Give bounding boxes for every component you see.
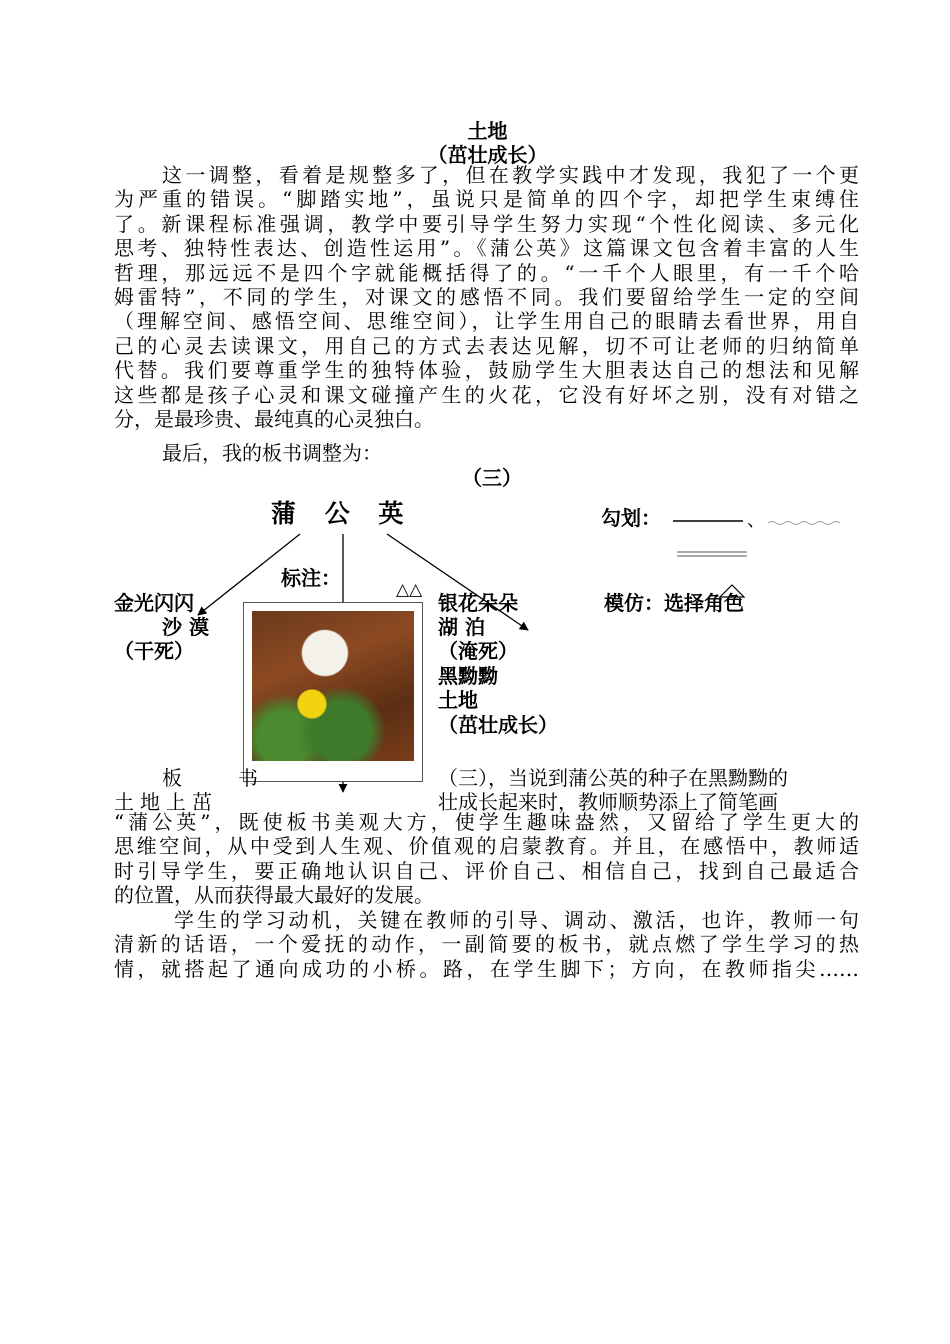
dandelion-image	[252, 611, 414, 761]
text-line: 清新的话语，一个爱抚的动作，一副简要的板书，就点燃了学生学习的热	[114, 932, 859, 957]
text-line: 思维空间，从中受到人生观、价值观的启蒙教育。并且，在感悟中，教师适	[114, 834, 859, 859]
right-line-4: 黑黝黝	[438, 664, 498, 688]
mark-separator: 、	[747, 510, 765, 531]
text-line: 为严重的错误。“脚踏实地”，虽说只是简单的四个字，却把学生束缚住	[114, 187, 859, 212]
text-line: 了。新课程标准强调，教学中要引导学生努力实现“个性化阅读、多元化	[114, 211, 859, 236]
right-line-2: 湖 泊	[438, 615, 485, 639]
text-line: 情，就搭起了通向成功的小桥。路，在学生脚下；方向，在教师指尖……	[114, 956, 859, 981]
text-line: 这一调整，看着是规整多了，但在教学实践中才发现，我犯了一个更	[162, 163, 859, 187]
paragraph-4	[114, 908, 859, 981]
left-line-3: （干死）	[114, 639, 194, 663]
text-line: 的位置，从而获得最大最好的发展。	[114, 883, 434, 908]
text-line: 思考、独特性表达、创造性运用”。《蒲公英》这篇课文包含着丰富的人生	[114, 236, 859, 261]
right-line-6: （茁壮成长）	[438, 713, 558, 737]
text-line: 哲理，那远远不是四个字就能概括得了的。“一千个人眼里，有一千个哈	[114, 260, 859, 285]
text-line: （理解空间、感悟空间、思维空间），让学生用自己的眼睛去看世界，用自	[114, 309, 859, 334]
right-line-1: 银花朵朵	[438, 591, 518, 615]
text-line: 姆雷特”，不同的学生，对课文的感悟不同。我们要留给学生一定的空间	[114, 285, 859, 310]
text-line: 学生的学习动机，关键在教师的引导、调动、激活，也许，教师一句	[174, 908, 859, 932]
dandelion-photo	[243, 602, 423, 782]
section-label: （三）	[462, 466, 522, 490]
text-line: 代替。我们要尊重学生的独特体验，鼓励学生大胆表达自己的想法和见解	[114, 358, 859, 383]
text-line: 时引导学生，要正确地认识自己、评价自己、相信自己，找到自己最适合	[114, 858, 859, 883]
paragraph-2: 最后，我的板书调整为：	[162, 441, 382, 465]
board-title: 蒲 公 英	[271, 499, 414, 528]
right-line-3: （淹死）	[438, 639, 518, 663]
right-line-5: 土地	[438, 688, 478, 712]
text-line: “蒲公英”，既使板书美观大方，使学生趣味盎然，又留给了学生更大的	[114, 810, 859, 834]
text-line: 这些都是孩子心灵和课文碰撞产生的火花，它没有好坏之别，没有对错之	[114, 382, 859, 407]
para3-line-2: 壮成长起来时，教师顺势添上了简笔画	[438, 790, 778, 814]
para3-left-2: 土地上茁	[114, 790, 218, 814]
mark-label: 勾划：	[601, 506, 661, 530]
underline-wavy	[768, 522, 840, 525]
header-line-2: （茁壮成长）	[427, 143, 548, 167]
annotate-label: 标注：	[281, 566, 341, 590]
text-line: 己的心灵去读课文，用自己的方式去表达见解，切不可让老师的归纳简单	[114, 333, 859, 358]
imitate-label: 模仿：选择角色	[604, 591, 744, 615]
left-line-2: 沙 漠	[162, 615, 209, 639]
text-line: 分，是最珍贵、最纯真的心灵独白。	[114, 407, 434, 432]
para3-line-1: （三），当说到蒲公英的种子在黑黝黝的	[438, 766, 788, 790]
paragraph-3	[114, 810, 859, 908]
para3-left-1: 板 书	[162, 766, 276, 790]
header-line-1: 土地	[467, 119, 508, 143]
annotate-marks: △△	[396, 580, 423, 600]
left-line-1: 金光闪闪	[114, 591, 194, 615]
